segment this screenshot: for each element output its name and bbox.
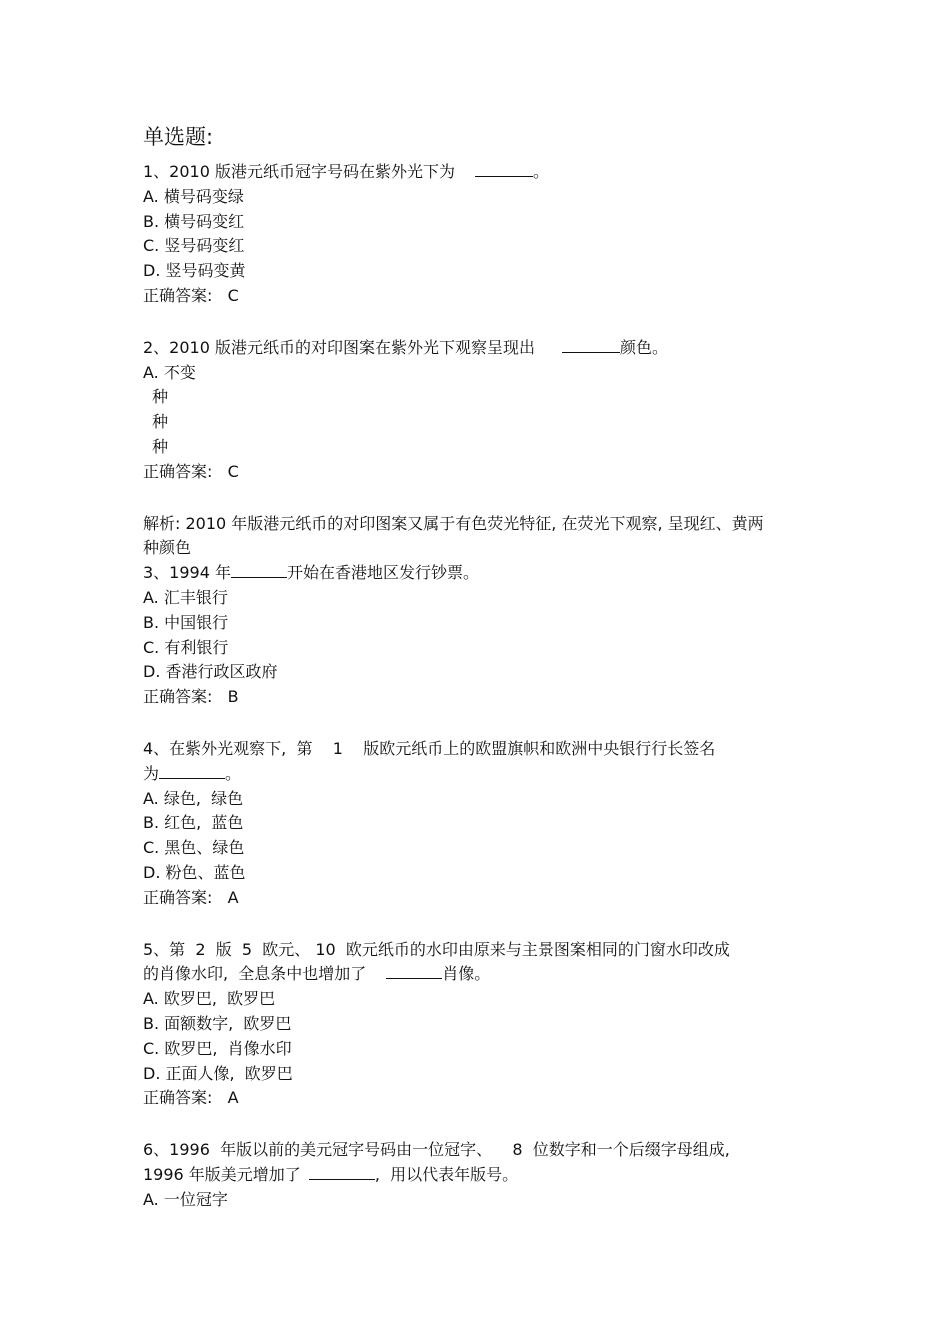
answer-blank [231,561,287,578]
option-c: C. 黑色、绿色 [143,838,245,858]
question-stem-line1: 6、1996 年版以前的美元冠字号码由一位冠字、 8 位数字和一个后缀字母组成, [143,1140,730,1160]
document-page [143,122,803,1212]
analysis-text: 解析: 2010 年版港元纸币的对印图案又属于有色荧光特征, 在荧光下观察, 呈现红、黄两种颜色 [143,513,764,558]
option-a: A. 一位冠字 [143,1189,228,1209]
spacer [143,911,803,938]
stem-text-end: , 用以代表年版号。 [374,1164,519,1184]
stem-text: 的肖像水印, 全息条中也增加了 [143,964,367,984]
answer-blank [475,160,533,177]
correct-answer: 正确答案: A [143,887,239,907]
question-2 [143,336,803,561]
correct-answer: 正确答案: A [143,1088,239,1108]
option-b: B. 中国银行 [143,612,229,632]
question-6 [143,1138,803,1212]
option-d: D. 粉色、蓝色 [143,862,246,882]
stem-text: 为 [143,763,160,783]
option-d: D. 香港行政区政府 [143,662,278,682]
option-b: 种 [152,387,169,407]
spacer [143,710,803,737]
answer-blank [309,1163,375,1180]
question-1 [143,160,803,309]
option-a: A. 横号码变绿 [143,186,244,206]
section-title: 单选题: [143,125,214,149]
question-stem-line2 [143,962,803,987]
stem-text: 1996 年版美元增加了 [143,1164,301,1184]
stem-text-end: 肖像。 [442,964,491,984]
question-stem [143,561,803,586]
option-d: 种 [152,436,169,456]
correct-answer: 正确答案: C [143,461,239,481]
question-stem-line1: 4、在紫外光观察下, 第 1 版欧元纸币上的欧盟旗帜和欧洲中央银行行长签名 [143,738,716,758]
option-a: A. 不变 [143,362,196,382]
option-a: A. 汇丰银行 [143,587,228,607]
option-a: A. 欧罗巴, 欧罗巴 [143,989,276,1009]
answer-blank [386,962,442,979]
question-stem-line2 [143,1163,803,1188]
question-stem [143,336,803,361]
stem-text-end: 颜色。 [620,337,669,357]
option-d: D. 正面人像, 欧罗巴 [143,1063,293,1083]
option-c: 种 [152,412,169,432]
question-stem [143,160,803,185]
spacer [143,309,803,336]
question-stem-line2 [143,762,803,787]
answer-blank [159,762,225,779]
option-d: D. 竖号码变黄 [143,261,246,281]
stem-text: 3、1994 年 [143,563,231,583]
spacer [143,485,803,512]
stem-text: 1、2010 版港元纸币冠字号码在紫外光下为 [143,162,455,181]
option-b: B. 横号码变红 [143,211,245,231]
option-b: B. 红色, 蓝色 [143,813,244,833]
stem-text-end: 。 [533,162,550,181]
option-a: A. 绿色, 绿色 [143,788,244,808]
stem-text-end: 开始在香港地区发行钞票。 [287,563,480,583]
correct-answer: 正确答案: C [143,285,239,305]
answer-blank [562,336,620,353]
question-3 [143,561,803,710]
option-b: B. 面额数字, 欧罗巴 [143,1013,292,1033]
stem-text: 2、2010 版港元纸币的对印图案在紫外光下观察呈现出 [143,337,535,357]
question-5 [143,938,803,1112]
option-c: C. 有利银行 [143,637,229,657]
question-stem-line1: 5、第 2 版 5 欧元、 10 欧元纸币的水印由原来与主景图案相同的门窗水印改成 [143,939,730,959]
correct-answer: 正确答案: B [143,687,239,707]
option-c: C. 竖号码变红 [143,236,245,256]
question-4 [143,737,803,911]
option-c: C. 欧罗巴, 肖像水印 [143,1038,292,1058]
stem-text-end: 。 [225,763,242,783]
spacer [143,1111,803,1138]
